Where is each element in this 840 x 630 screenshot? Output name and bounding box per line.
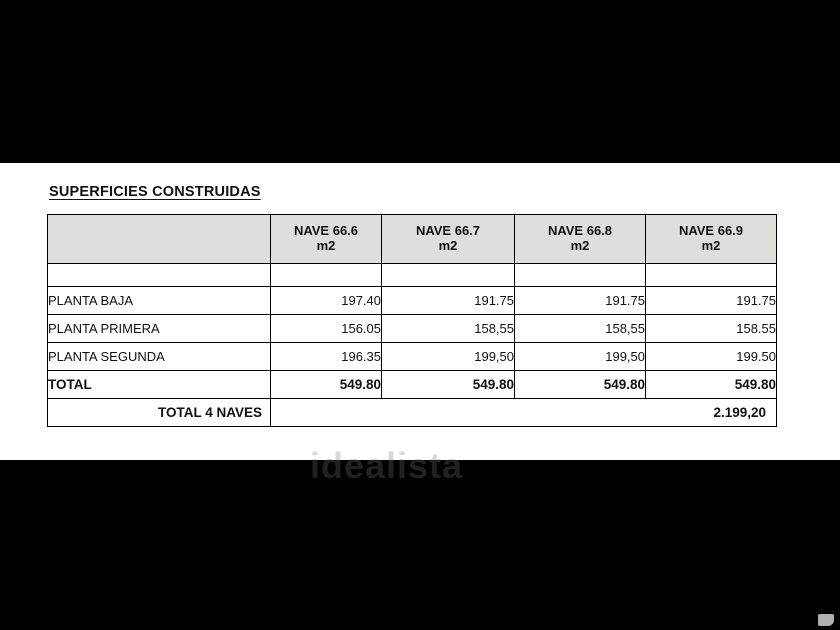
cell-value: 199.50 [646, 343, 777, 371]
spacer-cell [382, 264, 515, 287]
cell-value: 158,55 [382, 315, 515, 343]
table-header [48, 215, 777, 264]
cell-value: 191.75 [382, 287, 515, 315]
row-label: PLANTA BAJA [48, 287, 271, 315]
column-header-nave-66-6 [271, 215, 382, 264]
column-header-name: NAVE 66.7 [415, 223, 481, 239]
table-corner-cell [48, 215, 271, 264]
cell-value: 196.35 [271, 343, 382, 371]
cell-value: 156.05 [271, 315, 382, 343]
table-row-total [48, 371, 777, 399]
column-header-unit: m2 [701, 238, 721, 253]
row-label: PLANTA PRIMERA [48, 315, 271, 343]
table-row [48, 343, 777, 371]
table-body [48, 264, 777, 427]
cell-value: 199,50 [515, 343, 646, 371]
spacer-cell [271, 264, 382, 287]
document-content [47, 183, 777, 427]
spacer-cell [515, 264, 646, 287]
document-page [0, 163, 840, 486]
column-header-name: NAVE 66.6 [293, 223, 359, 239]
table-spacer-row [48, 264, 777, 287]
page-title: SUPERFICIES CONSTRUIDAS [49, 184, 261, 200]
column-header-unit: m2 [316, 238, 336, 253]
grand-total-label: TOTAL 4 NAVES [48, 399, 271, 427]
column-header-name: NAVE 66.8 [547, 223, 613, 239]
cell-value: 549.80 [382, 371, 515, 399]
column-header-name: NAVE 66.9 [678, 223, 744, 239]
cell-value: 197.40 [271, 287, 382, 315]
grand-total-value: 2.199,20 [271, 399, 777, 427]
column-header-nave-66-8 [515, 215, 646, 264]
cell-value: 191.75 [646, 287, 777, 315]
table-row-grand-total [48, 399, 777, 427]
table-row [48, 287, 777, 315]
column-header-nave-66-7 [382, 215, 515, 264]
surfaces-table [47, 214, 777, 427]
cell-value: 158.55 [646, 315, 777, 343]
spacer-cell [646, 264, 777, 287]
cell-value: 549.80 [515, 371, 646, 399]
table-row [48, 315, 777, 343]
cursor-marker [818, 614, 834, 626]
row-label: TOTAL [48, 371, 271, 399]
table-header-row [48, 215, 777, 264]
column-header-unit: m2 [438, 238, 458, 253]
cell-value: 549.80 [271, 371, 382, 399]
cell-value: 158,55 [515, 315, 646, 343]
spacer-cell [48, 264, 271, 287]
column-header-nave-66-9 [646, 215, 777, 264]
row-label: PLANTA SEGUNDA [48, 343, 271, 371]
cell-value: 549.80 [646, 371, 777, 399]
cell-value: 191.75 [515, 287, 646, 315]
column-header-unit: m2 [570, 238, 590, 253]
cell-value: 199,50 [382, 343, 515, 371]
watermark: idealista [310, 445, 464, 486]
